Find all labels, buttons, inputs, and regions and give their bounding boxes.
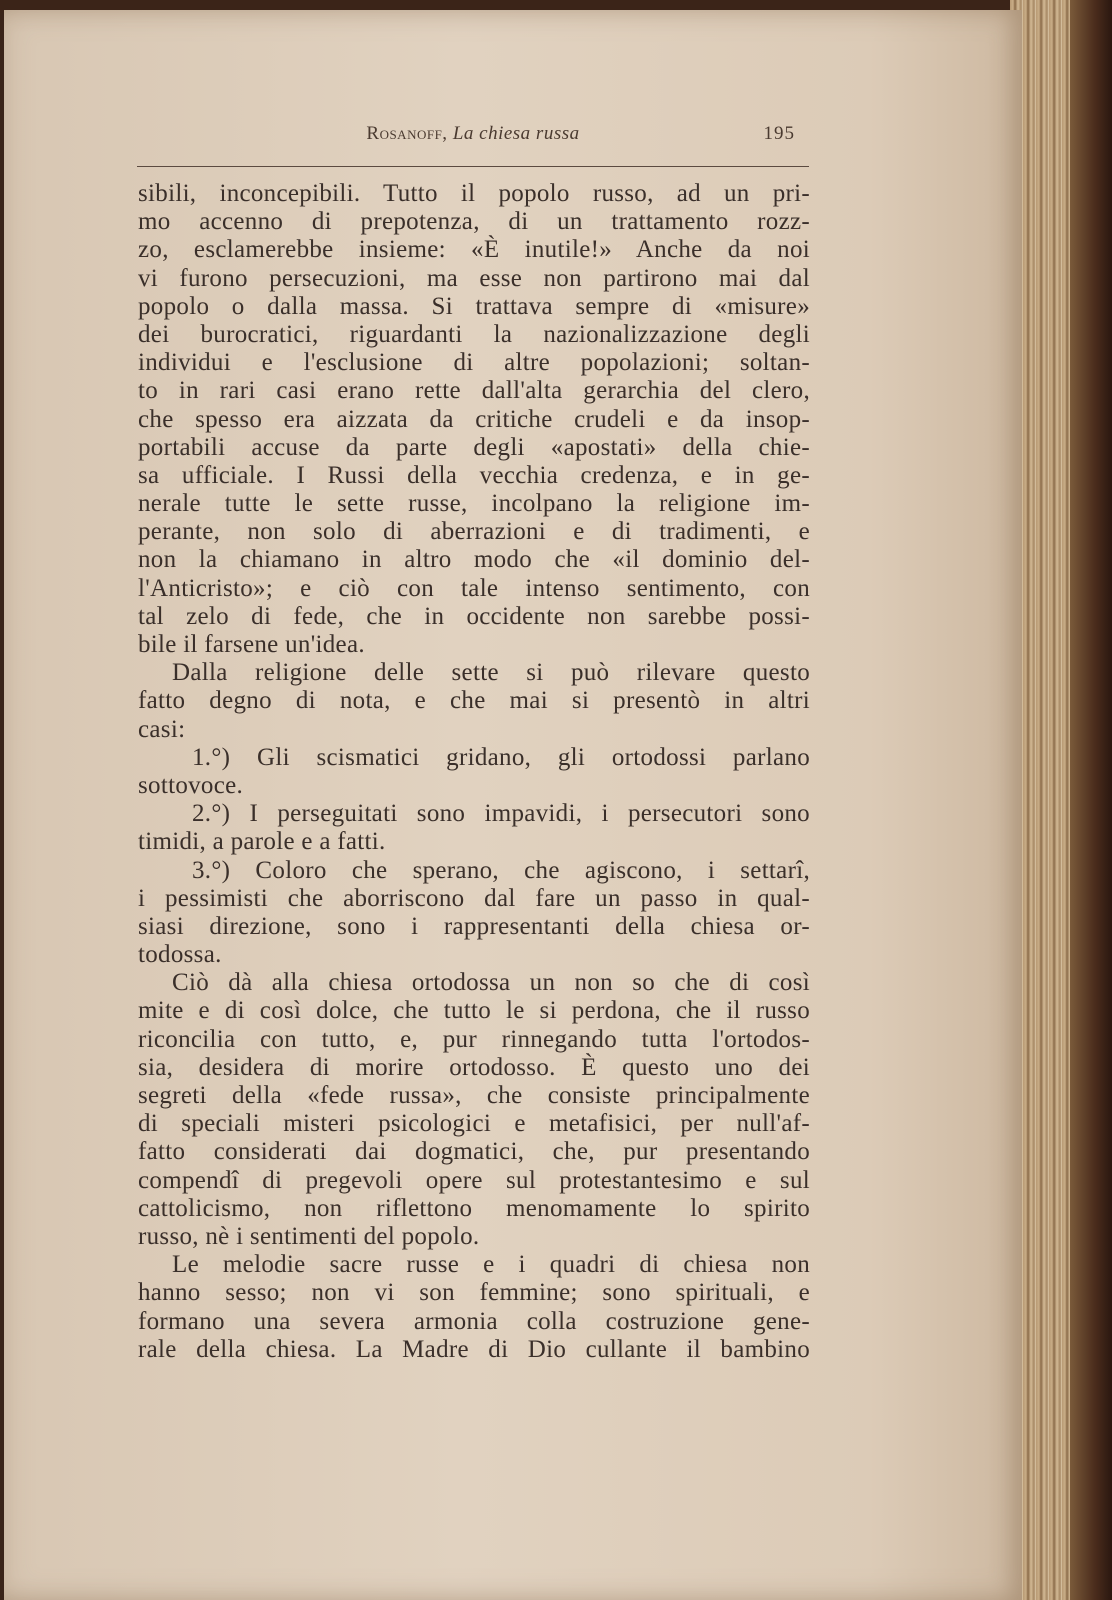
text-line: rale della chiesa. La Madre di Dio cullante il bambino	[138, 1335, 810, 1363]
text-line: 2.°) I perseguitati sono impavidi, i persecutori sono	[192, 800, 810, 828]
text-line: perante, non solo di aberrazioni e di tradimenti, e	[138, 518, 810, 546]
text-line: sottovoce.	[138, 771, 244, 799]
text-line: dei burocratici, riguardanti la nazionalizzazione degli	[138, 320, 810, 348]
text-line: hanno sesso; non vi son femmine; sono spirituali, e	[138, 1279, 810, 1307]
text-line: mo accenno di prepotenza, di un trattamento rozz-	[138, 208, 810, 236]
header-title: La chiesa russa	[452, 123, 580, 144]
text-line: formano una severa armonia colla costruzione gene-	[138, 1307, 810, 1335]
text-line: fatto degno di nota, e che mai si presentò in altri	[138, 687, 810, 715]
text-line: zo, esclamerebbe insieme: «È inutile!» Anche da noi	[138, 236, 810, 264]
header-rule	[137, 166, 809, 167]
text-line: Dalla religione delle sette si può rilevare questo	[172, 659, 810, 687]
text-line: che spesso era aizzata da critiche crudeli e da insop-	[138, 405, 810, 433]
running-title	[137, 123, 809, 145]
header-author: Rosanoff,	[366, 123, 448, 144]
text-line: vi furono persecuzioni, ma esse non partirono mai dal	[138, 264, 810, 292]
text-line: mite e di così dolce, che tutto le si perdona, che il russo	[138, 997, 810, 1025]
text-line: todossa.	[138, 941, 222, 969]
text-line: cattolicismo, non riflettono menomamente lo spirito	[138, 1194, 810, 1222]
book-binding	[1070, 0, 1112, 1600]
text-line: sibili, inconcepibili. Tutto il popolo russo, ad un pri-	[138, 180, 810, 207]
text-line: Le melodie sacre russe e i quadri di chiesa non	[172, 1251, 810, 1279]
text-line: russo, nè i sentimenti del popolo.	[138, 1222, 480, 1250]
text-line: Ciò dà alla chiesa ortodossa un non so che di così	[172, 969, 810, 997]
text-line: fatto considerati dai dogmatici, che, pur presentando	[138, 1138, 810, 1166]
text-line: to in rari casi erano rette dall'alta gerarchia del clero,	[138, 377, 810, 405]
text-line: portabili accuse da parte degli «apostati» della chie-	[138, 433, 810, 461]
text-line: sa ufficiale. I Russi della vecchia credenza, e in ge-	[138, 461, 810, 489]
text-line: tal zelo di fede, che in occidente non sarebbe possi-	[138, 602, 810, 630]
body-text	[138, 180, 810, 1364]
text-line: i pessimisti che aborriscono dal fare un passo in qual-	[138, 884, 810, 912]
text-line: popolo o dalla massa. Si trattava sempre di «misure»	[138, 292, 810, 320]
text-line: sia, desidera di morire ortodosso. È questo uno dei	[138, 1053, 810, 1081]
text-line: compendî di pregevoli opere sul protestantesimo e sul	[138, 1166, 810, 1194]
text-line: 1.°) Gli scismatici gridano, gli ortodossi parlano	[192, 743, 810, 771]
text-line: riconcilia con tutto, e, pur rinnegando tutta l'ortodos-	[138, 1025, 810, 1053]
text-line: individui e l'esclusione di altre popolazioni; soltan-	[138, 349, 810, 377]
text-line: timidi, a parole e a fatti.	[138, 828, 386, 856]
text-line: 3.°) Coloro che sperano, che agiscono, i settarî,	[192, 856, 810, 884]
text-line: non la chiamano in altro modo che «il dominio del-	[138, 546, 810, 574]
running-header	[137, 121, 809, 151]
text-line: l'Anticristo»; e ciò con tale intenso sentimento, con	[138, 574, 810, 602]
text-line: nerale tutte le sette russe, incolpano la religione im-	[138, 490, 810, 518]
text-line: siasi direzione, sono i rappresentanti della chiesa or-	[138, 912, 810, 940]
text-line: bile il farsene un'idea.	[138, 631, 365, 658]
text-line: di speciali misteri psicologici e metafisici, per null'af-	[138, 1110, 810, 1138]
text-line: casi:	[138, 715, 186, 743]
text-line: segreti della «fede russa», che consiste principalmente	[138, 1082, 810, 1109]
page-number: 195	[763, 123, 795, 144]
